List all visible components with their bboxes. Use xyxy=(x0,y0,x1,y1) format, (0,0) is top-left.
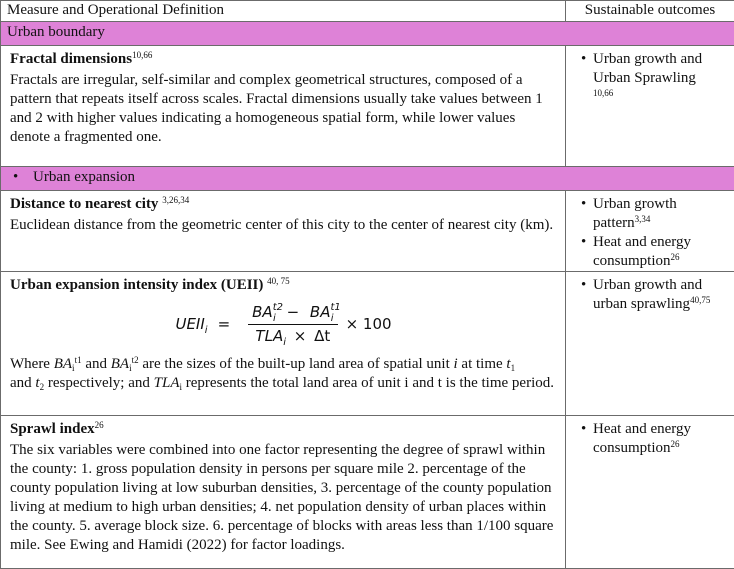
measure-title-fractal: Fractal dimensions xyxy=(10,51,132,67)
outcome-item xyxy=(570,50,730,107)
table-header-row xyxy=(1,1,734,22)
section-label-urban-boundary: Urban boundary xyxy=(1,22,734,46)
header-measure: Measure and Operational Definition xyxy=(1,1,566,22)
measure-text-distance: Euclidean distance from the geometric center of this city to the center of nearest city (km). xyxy=(10,216,557,235)
outcome-text: Heat and energy consumption xyxy=(593,234,691,269)
measure-text-fractal: Fractals are irregular, self-similar and complex geometrical structures, composed of a pattern that repeats itself across scales. Fractal dimensions usually take values between 1 and 2 with higher values indicating a homogeneous spatial form, while lower values denote a fragmented one. xyxy=(10,71,557,147)
formula-denominator: $TLA_i \times \Delta t$ xyxy=(251,325,334,346)
outcome-text: Urban growth pattern xyxy=(593,196,677,231)
measure-text-ueii: Where $BA_i^{t1}$ and $BA_i^{t2}$ are the sizes of the built-up land area of spatial unit i at time $t_1$ and $t_2$ respectively; and $TLA_i$ represents the total land area of unit i and t is the time period. xyxy=(10,355,557,393)
outcome-cell-sprawl xyxy=(566,416,734,569)
bullet-icon: • xyxy=(581,233,586,252)
table-row-distance xyxy=(1,191,734,272)
measure-cell-ueii xyxy=(1,272,566,416)
header-outcomes: Sustainable outcomes xyxy=(566,1,734,22)
measure-ref-sprawl: 26 xyxy=(95,420,104,430)
outcome-cell-ueii xyxy=(566,272,734,416)
measure-cell-fractal xyxy=(1,46,566,167)
measure-ref-distance: 3,26,34 xyxy=(162,195,189,205)
outcome-ref: 26 xyxy=(671,439,680,449)
formula-fraction xyxy=(248,303,337,346)
outcome-ref: 10,66 xyxy=(593,88,613,98)
section-row-urban-boundary xyxy=(1,22,734,46)
bullet-icon: • xyxy=(7,168,33,187)
measure-title-ueii: Urban expansion intensity index (UEII) xyxy=(10,277,263,293)
outcome-item xyxy=(570,276,730,314)
outcome-ref: 26 xyxy=(671,252,680,262)
outcome-ref: 40,75 xyxy=(690,295,710,305)
table-row-sprawl xyxy=(1,416,734,569)
measure-cell-distance xyxy=(1,191,566,272)
measure-title-sprawl: Sprawl index xyxy=(10,421,95,437)
section-label-urban-expansion: Urban expansion xyxy=(33,169,135,185)
formula-equals: = xyxy=(218,315,231,334)
outcome-text: Urban growth and Urban Sprawling xyxy=(593,51,702,86)
outcome-cell-distance xyxy=(566,191,734,272)
outcome-item xyxy=(570,195,730,233)
bullet-icon: • xyxy=(581,50,586,69)
section-row-urban-expansion xyxy=(1,167,734,191)
table-row-ueii xyxy=(1,272,734,416)
outcome-text: Urban growth and urban sprawling xyxy=(593,277,702,312)
table-row-fractal xyxy=(1,46,734,167)
ueii-formula xyxy=(10,297,557,351)
bullet-icon: • xyxy=(581,195,586,214)
bullet-icon: • xyxy=(581,420,586,439)
section-cell-urban-expansion xyxy=(1,167,734,191)
formula-lhs: $UEII_i$ xyxy=(175,315,207,334)
outcome-item xyxy=(570,420,730,458)
outcome-text: Heat and energy consumption xyxy=(593,421,691,456)
formula-numerator: $BA^{t2}_i - BA^{t1}_i$ xyxy=(248,303,337,325)
measure-title-distance: Distance to nearest city xyxy=(10,196,158,212)
outcome-ref: 3,34 xyxy=(635,214,651,224)
bullet-icon: • xyxy=(581,276,586,295)
outcome-item xyxy=(570,233,730,271)
measure-ref-fractal: 10,66 xyxy=(132,50,152,60)
measure-text-sprawl: The six variables were combined into one factor representing the degree of sprawl within the county: 1. gross population density in persons per square mile 2. percentage of the county population living at low suburban densities, 3. percentage of the county population living at medium to high urban densities; 4. net population density of urban places within the county. 5. average block size. 6. percentage of blocks with areas less than 1/100 square mile. See Ewing and Hamidi (2022) for factor loadings. xyxy=(10,441,557,555)
measure-cell-sprawl xyxy=(1,416,566,569)
formula-multiplier: × 100 xyxy=(346,315,392,334)
outcome-cell-fractal xyxy=(566,46,734,167)
measure-ref-ueii: 40, 75 xyxy=(267,276,290,286)
